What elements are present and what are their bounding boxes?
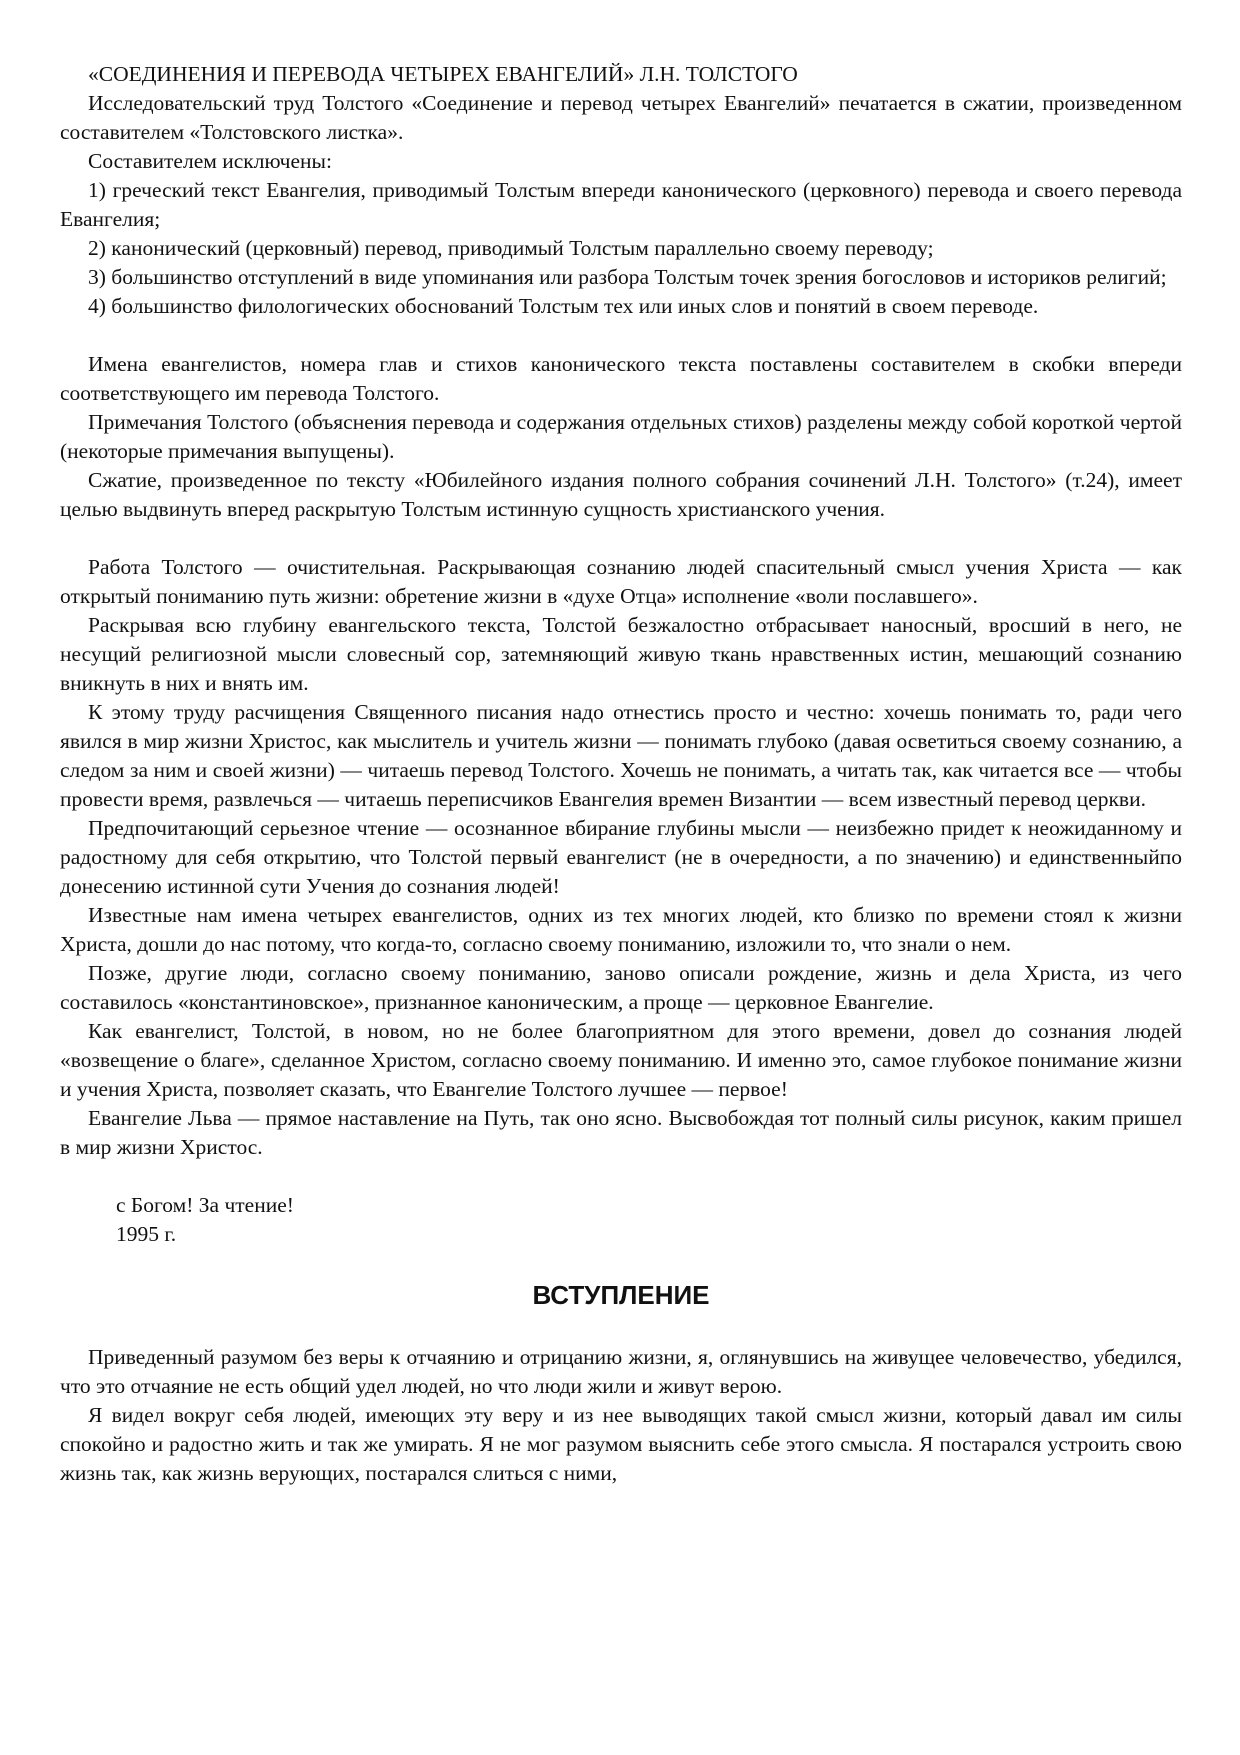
closing-line: с Богом! За чтение! — [116, 1193, 294, 1217]
paragraph: Имена евангелистов, номера глав и стихов канонического текста поставлены составителем в скобки впереди соответствующего им перевода Толстого. — [60, 352, 1182, 405]
list-item: 1) греческий текст Евангелия, приводимый Толстым впереди канонического (церковного) перевода и своего перевода Евангелия; — [60, 178, 1182, 231]
paragraph: Предпочитающий серьезное чтение — осознанное вбирание глубины мысли — неизбежно придет к неожиданному и радостному для себя открытию, что Толстой первый евангелист (не в очередности, а по значению) и единственныйпо донесению истинной сути Учения до сознания людей! — [60, 816, 1182, 898]
document-heading: «СОЕДИНЕНИЯ И ПЕРЕВОДА ЧЕТЫРЕХ ЕВАНГЕЛИЙ» Л.Н. ТОЛСТОГО — [88, 62, 798, 86]
section-title: ВСТУПЛЕНИЕ — [532, 1280, 710, 1310]
paragraph: Приведенный разумом без веры к отчаянию и отрицанию жизни, я, оглянувшись на живущее человечество, убедился, что это отчаяние не есть общий удел людей, но что люди жили и живут верою. — [60, 1345, 1182, 1398]
paragraph: Сжатие, произведенное по тексту «Юбилейного издания полного собрания сочинений Л.Н. Толстого» (т.24), имеет целью выдвинуть вперед раскрытую Толстым истинную сущность христианского учения. — [60, 468, 1182, 521]
intro-block — [60, 1343, 1182, 1488]
date-line: 1995 г. — [116, 1222, 177, 1246]
paragraph: Я видел вокруг себя людей, имеющих эту веру и из нее выводящих такой смысл жизни, который давал им силы спокойно и радостно жить и так же умирать. Я не мог разумом выяснить себе этого смысла. Я постарался устроить свою жизнь так, как жизнь верующих, постарался слиться с ними, — [60, 1403, 1182, 1485]
paragraph: Как евангелист, Толстой, в новом, но не более благоприятном для этого времени, довел до сознания людей «возвещение о благе», сделанное Христом, согласно своему пониманию. И именно это, самое глубокое понимание жизни и учения Христа, позволяет сказать, что Евангелие Толстого лучшее — первое! — [60, 1019, 1182, 1101]
list-item: 3) большинство отступлений в виде упоминания или разбора Толстым точек зрения богословов и историков религий; — [88, 265, 1167, 289]
preface-block-2 — [60, 350, 1182, 524]
preface-block-1 — [60, 89, 1182, 321]
preface-block-3 — [60, 553, 1182, 1162]
paragraph: Работа Толстого — очистительная. Раскрывающая сознанию людей спасительный смысл учения Христа — как открытый пониманию путь жизни: обретение жизни в «духе Отца» исполнение «воли пославшего». — [60, 555, 1182, 608]
spacer — [60, 1162, 1182, 1191]
paragraph: Примечания Толстого (объяснения перевода и содержания отдельных стихов) разделены между собой короткой чертой (некоторые примечания выпущены). — [60, 410, 1182, 463]
paragraph: К этому труду расчищения Священного писания надо отнестись просто и честно: хочешь понимать то, ради чего явился в мир жизни Христос, как мыслитель и учитель жизни — понимать глубоко (давая осветиться своему сознанию, а следом за ним и своей жизни) — читаешь перевод Толстого. Хочешь не понимать, а читать так, как читается все — чтобы провести время, развлечься — читаешь переписчиков Евангелия времен Византии — всем известный перевод церкви. — [60, 700, 1182, 811]
list-item: 2) канонический (церковный) перевод, приводимый Толстым параллельно своему переводу; — [88, 236, 934, 260]
paragraph: Составителем исключены: — [88, 149, 332, 173]
paragraph: Известные нам имена четырех евангелистов, одних из тех многих людей, кто близко по времени стоял к жизни Христа, дошли до нас потому, что когда-то, согласно своему пониманию, изложили то, что знали о нем. — [60, 903, 1182, 956]
list-item: 4) большинство филологических обоснований Толстым тех или иных слов и понятий в своем переводе. — [88, 294, 1039, 318]
spacer — [60, 321, 1182, 350]
document-page — [60, 60, 1182, 1488]
paragraph: Исследовательский труд Толстого «Соединение и перевод четырех Евангелий» печатается в сжатии, произведенном составителем «Толстовского листка». — [60, 91, 1182, 144]
spacer — [60, 524, 1182, 553]
paragraph: Раскрывая всю глубину евангельского текста, Толстой безжалостно отбрасывает наносный, вросший в него, не несущий религиозной мысли словесный сор, затемняющий живую ткань нравственных истин, мешающий сознанию вникнуть в них и внять им. — [60, 613, 1182, 695]
paragraph: Позже, другие люди, согласно своему пониманию, заново описали рождение, жизнь и дела Христа, из чего составилось «константиновское», признанное каноническим, а проще — церковное Евангелие. — [60, 961, 1182, 1014]
paragraph: Евангелие Льва — прямое наставление на Путь, так оно ясно. Высвобождая тот полный силы рисунок, каким пришел в мир жизни Христос. — [60, 1106, 1182, 1159]
